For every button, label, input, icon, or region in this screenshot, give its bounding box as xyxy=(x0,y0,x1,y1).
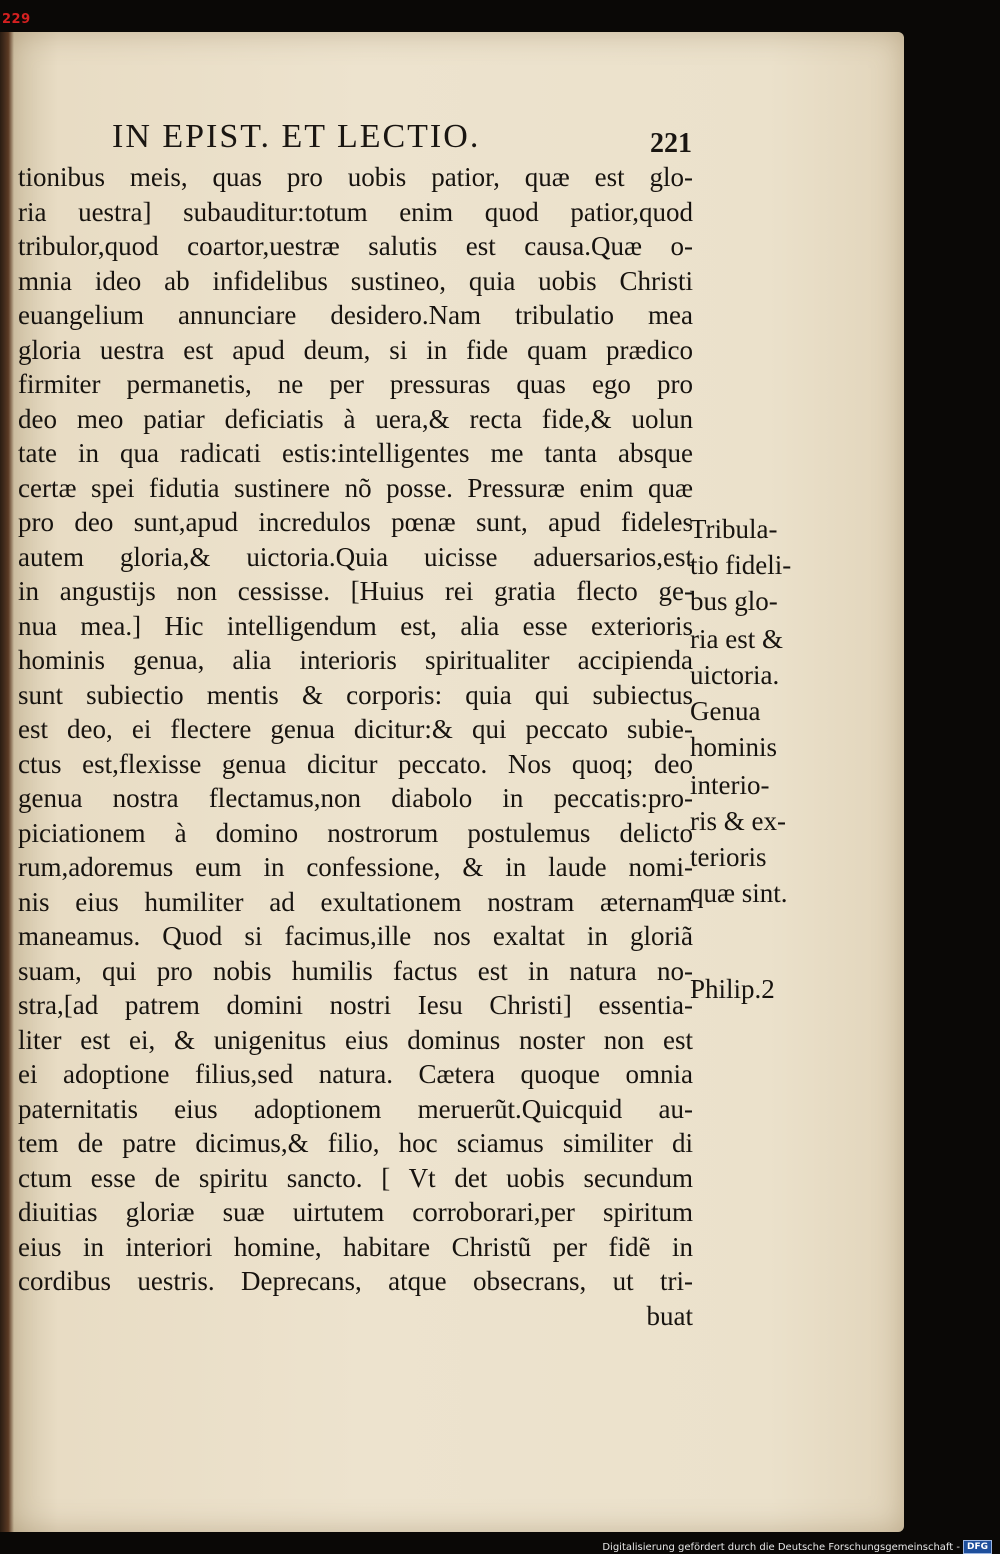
text-line: firmiter permanetis, ne per pressuras quas ego pro xyxy=(18,369,693,399)
text-line: euangelium annunciare desidero.Nam tribulatio mea xyxy=(18,300,693,330)
margin-note-line: quæ sint. xyxy=(690,878,788,908)
text-line: autem gloria,& uictoria.Quia uicisse aduersarios,est xyxy=(18,541,693,572)
folio-number: 221 xyxy=(650,128,692,159)
dfg-logo: DFG xyxy=(963,1540,992,1554)
margin-note-line: terioris xyxy=(690,842,767,872)
text-line: tionibus meis, quas pro uobis patior, quæ est glo- xyxy=(18,162,693,192)
text-line: maneamus. Quod si facimus,ille nos exaltat in gloriã xyxy=(18,921,693,951)
margin-note-line: ris & ex- xyxy=(690,806,786,836)
margin-note-line: bus glo- xyxy=(690,586,778,616)
text-line: buat xyxy=(646,1300,693,1331)
text-line: paternitatis eius adoptionem meruerũt.Quicquid au- xyxy=(18,1093,693,1124)
text-line: ria uestra] subauditur:totum enim quod patior,quod xyxy=(18,196,693,227)
text-line: tate in qua radicati estis:intelligentes me tanta absque xyxy=(18,438,693,468)
text-line: ctus est,flexisse genua dicitur peccato. Nos quoq; deo xyxy=(18,748,693,779)
body-text xyxy=(18,160,693,1333)
funding-footer xyxy=(602,1540,992,1554)
text-line: tem de patre dicimus,& filio, hoc sciamus similiter di xyxy=(18,1128,693,1158)
text-line: cordibus uestris. Deprecans, atque obsecrans, ut tri- xyxy=(18,1266,693,1296)
text-line: genua nostra flectamus,non diabolo in peccatis:pro- xyxy=(18,783,693,813)
scan-page-number: 229 xyxy=(2,12,31,27)
text-line: certæ spei fidutia sustinere nõ posse. Pressuræ enim quæ xyxy=(18,472,693,503)
text-line: ctum esse de spiritu sancto. [ Vt det uobis secundum xyxy=(18,1162,693,1193)
text-line: in angustijs non cessisse. [Huius rei gratia flecto ge- xyxy=(18,576,693,606)
binding-edge xyxy=(0,32,14,1532)
margin-note-line: ria est & xyxy=(690,624,783,654)
text-line: liter est ei, & unigenitus eius dominus noster non est xyxy=(18,1024,693,1055)
funding-text: Digitalisierung gefördert durch die Deutsche Forschungsgemeinschaft - xyxy=(602,1541,960,1553)
text-line: rum,adoremus eum in confessione, & in laude nomi- xyxy=(18,852,693,882)
running-head xyxy=(112,118,692,162)
text-line: eius in interiori homine, habitare Christũ per fidẽ in xyxy=(18,1231,693,1262)
text-line: suam, qui pro nobis humilis factus est in natura no- xyxy=(18,955,693,986)
text-line: ei adoptione filius,sed natura. Cætera quoque omnia xyxy=(18,1059,693,1089)
text-line: sunt subiectio mentis & corporis: quia qui subiectus xyxy=(18,679,693,710)
text-line: tribulor,quod coartor,uestræ salutis est causa.Quæ o- xyxy=(18,231,693,261)
margin-note-line: interio- xyxy=(690,770,770,800)
text-line: nis eius humiliter ad exultationem nostram æternam xyxy=(18,886,693,917)
text-line: mnia ideo ab infidelibus sustineo, quia uobis Christi xyxy=(18,265,693,296)
margin-note-line: Philip.2 xyxy=(690,974,775,1004)
margin-note-line: Tribula- xyxy=(690,514,778,544)
text-line: diuitias gloriæ suæ uirtutem corroborari,per spiritum xyxy=(18,1197,693,1227)
text-line: hominis genua, alia interioris spiritualiter accipienda xyxy=(18,645,693,675)
text-line: piciationem à domino nostrorum postulemus delicto xyxy=(18,817,693,848)
margin-note-line: hominis xyxy=(690,732,778,762)
margin-note-line: Genua xyxy=(690,696,761,726)
running-head-title: IN EPIST. ET LECTIO. xyxy=(112,118,481,155)
margin-note-line: tio fideli- xyxy=(690,550,792,580)
text-line: nua mea.] Hic intelligendum est, alia esse exterioris xyxy=(18,610,693,641)
text-line: stra,[ad patrem domini nostri Iesu Christi] essentia- xyxy=(18,990,693,1020)
margin-note-line: uictoria. xyxy=(690,660,780,690)
text-line: pro deo sunt,apud incredulos pœnæ sunt, apud fideles xyxy=(18,507,693,537)
text-line: gloria uestra est apud deum, si in fide quam prædico xyxy=(18,334,693,365)
text-line: deo meo patiar deficiatis à uera,& recta fide,& uolun xyxy=(18,403,693,434)
text-line: est deo, ei flectere genua dicitur:& qui peccato subie- xyxy=(18,714,693,744)
